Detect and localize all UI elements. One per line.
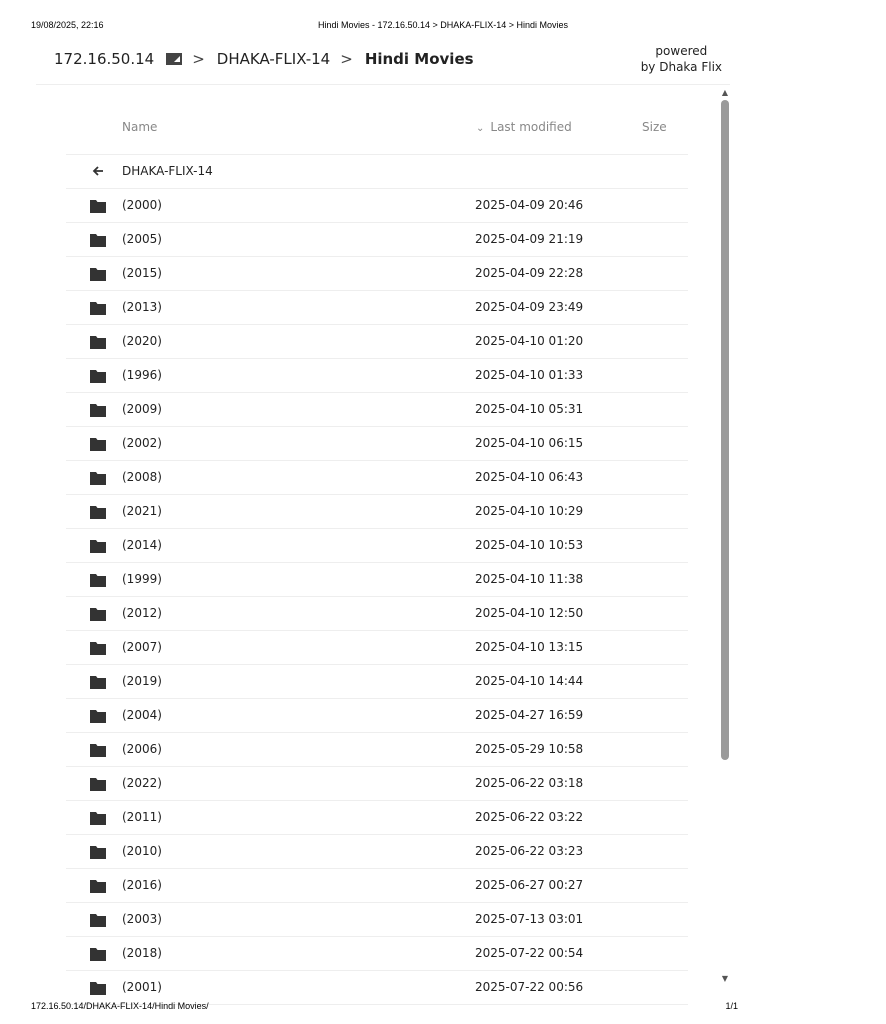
folder-name: (1999) bbox=[122, 572, 162, 586]
folder-icon bbox=[90, 845, 106, 859]
modified-date: 2025-04-10 14:44 bbox=[475, 674, 584, 688]
modified-date: 2025-05-29 10:58 bbox=[475, 742, 584, 756]
table-row[interactable] bbox=[66, 257, 688, 291]
folder-name: (2009) bbox=[122, 402, 162, 416]
modified-date: 2025-04-10 05:31 bbox=[475, 402, 584, 416]
column-modified-label: Last modified bbox=[490, 120, 572, 134]
folder-name: (2005) bbox=[122, 232, 162, 246]
file-list bbox=[66, 104, 688, 994]
table-row[interactable] bbox=[66, 767, 688, 801]
table-row[interactable] bbox=[66, 427, 688, 461]
table-row[interactable] bbox=[66, 937, 688, 971]
table-row[interactable] bbox=[66, 223, 688, 257]
column-size[interactable]: Size bbox=[642, 120, 667, 134]
print-footer bbox=[0, 994, 768, 1024]
folder-icon bbox=[90, 947, 106, 961]
print-date: 19/08/2025, 22:16 bbox=[31, 20, 104, 30]
folder-icon bbox=[90, 709, 106, 723]
drive-icon[interactable] bbox=[166, 52, 182, 66]
modified-date: 2025-04-27 16:59 bbox=[475, 708, 584, 722]
scroll-thumb[interactable] bbox=[721, 100, 729, 760]
table-row[interactable] bbox=[66, 733, 688, 767]
table-row[interactable] bbox=[66, 529, 688, 563]
modified-date: 2025-04-10 13:15 bbox=[475, 640, 584, 654]
parent-name: DHAKA-FLIX-14 bbox=[122, 164, 213, 178]
print-page: 1/1 bbox=[725, 1001, 738, 1011]
table-row[interactable] bbox=[66, 631, 688, 665]
breadcrumb-current: Hindi Movies bbox=[364, 50, 474, 68]
column-name[interactable]: Name bbox=[122, 120, 158, 134]
folder-name: (2012) bbox=[122, 606, 162, 620]
print-title: Hindi Movies - 172.16.50.14 > DHAKA-FLIX-14 > Hindi Movies bbox=[317, 20, 569, 30]
modified-date: 2025-04-10 10:29 bbox=[475, 504, 584, 518]
folder-icon bbox=[90, 675, 106, 689]
folder-icon bbox=[90, 471, 106, 485]
folder-icon bbox=[90, 403, 106, 417]
folder-icon bbox=[90, 981, 106, 995]
modified-date: 2025-04-10 12:50 bbox=[475, 606, 584, 620]
folder-name: (2010) bbox=[122, 844, 162, 858]
print-url: 172.16.50.14/DHAKA-FLIX-14/Hindi Movies/ bbox=[31, 1001, 209, 1011]
column-modified[interactable] bbox=[476, 120, 572, 134]
folder-icon bbox=[90, 199, 106, 213]
modified-date: 2025-04-10 01:20 bbox=[475, 334, 584, 348]
parent-row[interactable] bbox=[66, 155, 688, 189]
table-row[interactable] bbox=[66, 325, 688, 359]
table-row[interactable] bbox=[66, 291, 688, 325]
breadcrumb-host[interactable]: 172.16.50.14 bbox=[54, 50, 155, 68]
folder-icon bbox=[90, 369, 106, 383]
modified-date: 2025-06-22 03:18 bbox=[475, 776, 584, 790]
folder-name: (2021) bbox=[122, 504, 162, 518]
table-row[interactable] bbox=[66, 597, 688, 631]
folder-name: (2002) bbox=[122, 436, 162, 450]
modified-date: 2025-04-10 11:38 bbox=[475, 572, 584, 586]
top-bar bbox=[36, 40, 730, 85]
folder-name: (2020) bbox=[122, 334, 162, 348]
modified-date: 2025-06-22 03:23 bbox=[475, 844, 584, 858]
table-row[interactable] bbox=[66, 495, 688, 529]
modified-date: 2025-04-10 01:33 bbox=[475, 368, 584, 382]
folder-name: (2011) bbox=[122, 810, 162, 824]
modified-date: 2025-07-22 00:56 bbox=[475, 980, 584, 994]
folder-icon bbox=[90, 335, 106, 349]
folder-icon bbox=[90, 505, 106, 519]
folder-icon bbox=[90, 811, 106, 825]
table-row[interactable] bbox=[66, 461, 688, 495]
folder-name: (1996) bbox=[122, 368, 162, 382]
folder-name: (2001) bbox=[122, 980, 162, 994]
folder-name: (2003) bbox=[122, 912, 162, 926]
folder-name: (2018) bbox=[122, 946, 162, 960]
folder-name: (2019) bbox=[122, 674, 162, 688]
scrollbar[interactable] bbox=[720, 88, 730, 984]
table-row[interactable] bbox=[66, 189, 688, 223]
folder-icon bbox=[90, 777, 106, 791]
table-row[interactable] bbox=[66, 869, 688, 903]
folder-name: (2022) bbox=[122, 776, 162, 790]
modified-date: 2025-04-10 10:53 bbox=[475, 538, 584, 552]
folder-icon bbox=[90, 607, 106, 621]
chevron-down-icon: ⌄ bbox=[476, 123, 485, 134]
modified-date: 2025-07-22 00:54 bbox=[475, 946, 584, 960]
modified-date: 2025-07-13 03:01 bbox=[475, 912, 584, 926]
scroll-up-icon[interactable]: ▲ bbox=[721, 88, 729, 97]
table-row[interactable] bbox=[66, 801, 688, 835]
table-row[interactable] bbox=[66, 359, 688, 393]
folder-name: (2014) bbox=[122, 538, 162, 552]
folder-name: (2006) bbox=[122, 742, 162, 756]
folder-icon bbox=[90, 743, 106, 757]
folder-name: (2007) bbox=[122, 640, 162, 654]
breadcrumb-separator: > bbox=[192, 50, 205, 68]
breadcrumb-separator: > bbox=[340, 50, 353, 68]
modified-date: 2025-04-09 22:28 bbox=[475, 266, 584, 280]
folder-name: (2013) bbox=[122, 300, 162, 314]
table-row[interactable] bbox=[66, 903, 688, 937]
folder-icon bbox=[90, 437, 106, 451]
list-header bbox=[66, 104, 688, 155]
folder-name: (2004) bbox=[122, 708, 162, 722]
table-row[interactable] bbox=[66, 699, 688, 733]
folder-icon bbox=[90, 301, 106, 315]
powered-line1: powered bbox=[655, 44, 708, 58]
folder-name: (2000) bbox=[122, 198, 162, 212]
modified-date: 2025-06-27 00:27 bbox=[475, 878, 584, 892]
table-row[interactable] bbox=[66, 665, 688, 699]
print-header bbox=[0, 0, 768, 40]
breadcrumb-folder[interactable]: DHAKA-FLIX-14 bbox=[216, 50, 331, 68]
table-row[interactable] bbox=[66, 563, 688, 597]
folder-name: (2008) bbox=[122, 470, 162, 484]
modified-date: 2025-04-09 23:49 bbox=[475, 300, 584, 314]
table-row[interactable] bbox=[66, 835, 688, 869]
folder-name: (2015) bbox=[122, 266, 162, 280]
table-row[interactable] bbox=[66, 393, 688, 427]
folder-icon bbox=[90, 539, 106, 553]
breadcrumb bbox=[54, 50, 474, 68]
modified-date: 2025-04-09 21:19 bbox=[475, 232, 584, 246]
modified-date: 2025-04-10 06:15 bbox=[475, 436, 584, 450]
modified-date: 2025-04-09 20:46 bbox=[475, 198, 584, 212]
folder-icon bbox=[90, 233, 106, 247]
folder-icon bbox=[90, 879, 106, 893]
arrow-left-icon bbox=[90, 164, 106, 178]
modified-date: 2025-06-22 03:22 bbox=[475, 810, 584, 824]
folder-icon bbox=[90, 573, 106, 587]
folder-name: (2016) bbox=[122, 878, 162, 892]
scroll-down-icon[interactable]: ▼ bbox=[721, 974, 729, 983]
folder-icon bbox=[90, 913, 106, 927]
powered-line2: by Dhaka Flix bbox=[640, 60, 722, 74]
folder-icon bbox=[90, 267, 106, 281]
folder-icon bbox=[90, 641, 106, 655]
modified-date: 2025-04-10 06:43 bbox=[475, 470, 584, 484]
powered-by bbox=[641, 43, 722, 75]
